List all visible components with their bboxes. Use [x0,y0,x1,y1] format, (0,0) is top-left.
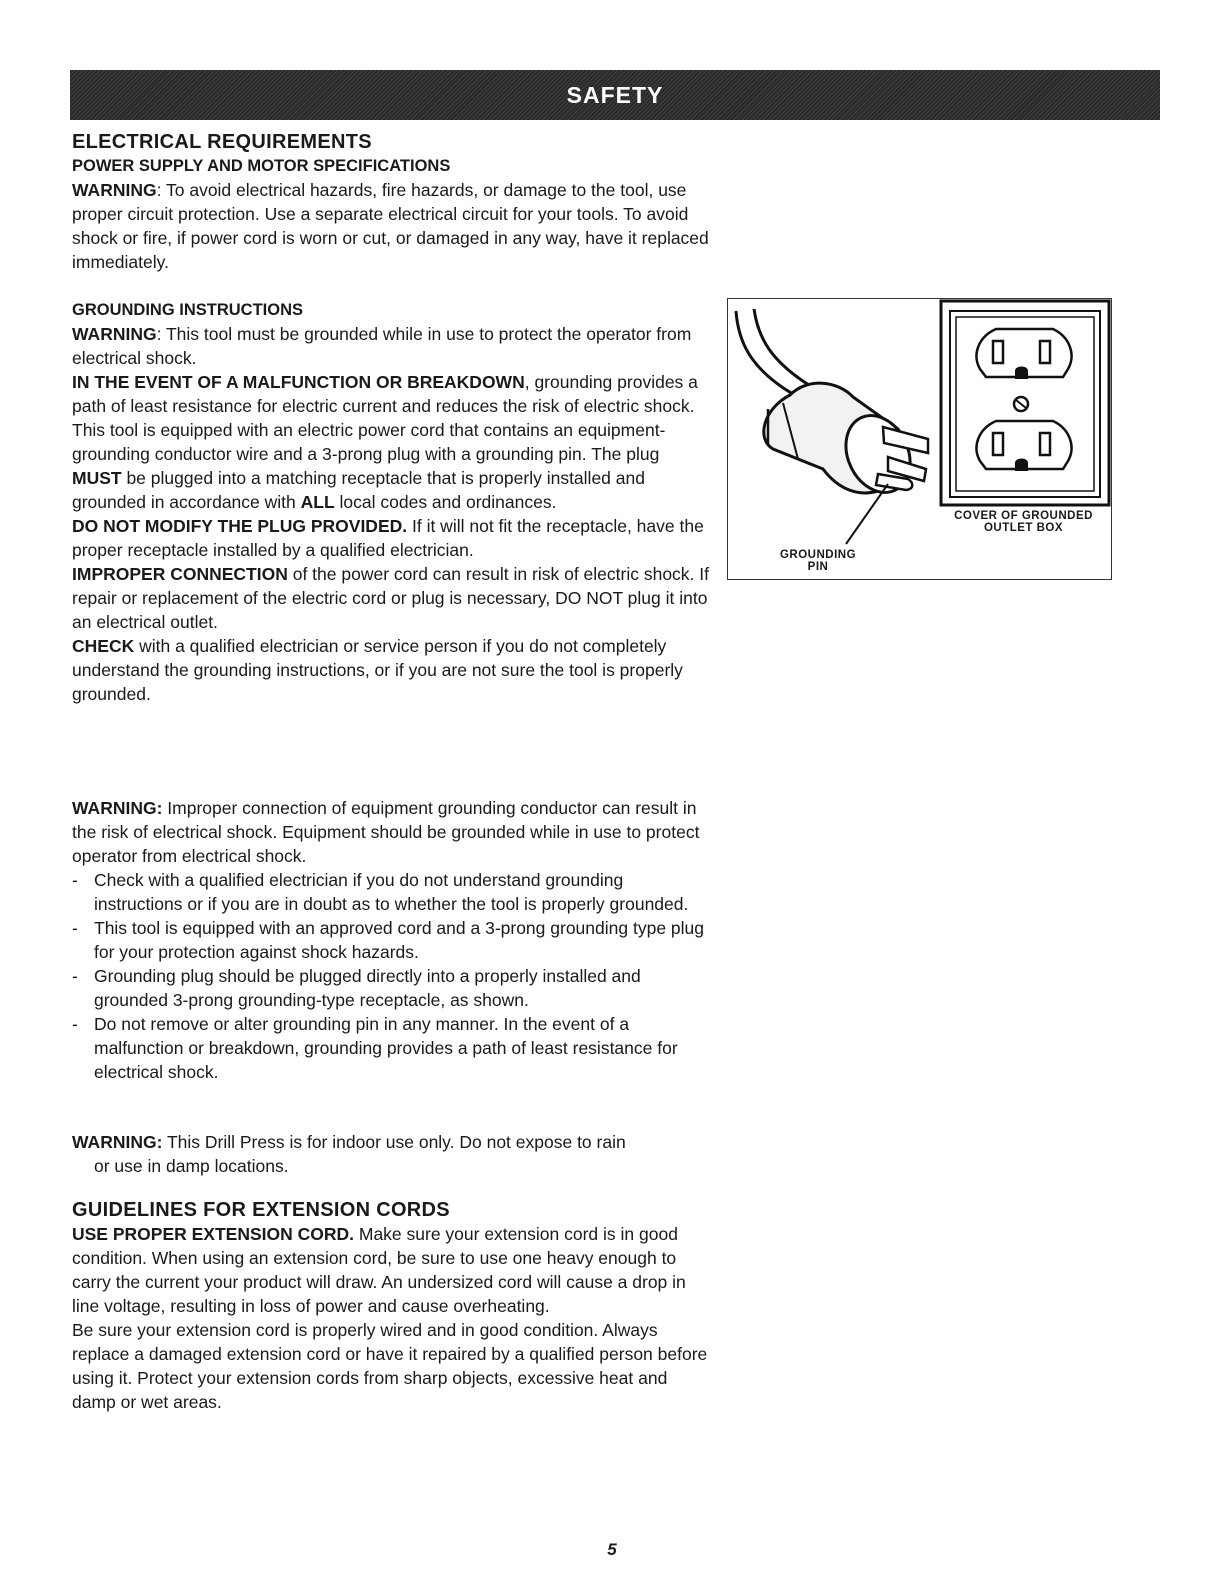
grounding-warning-paragraph [72,322,712,370]
list-item-text: Grounding plug should be plugged directly into a properly installed and grounded 3-prong grounding-type receptacle, as shown. [94,966,641,1010]
grounding-pin-label [758,549,878,573]
list-item [72,1012,712,1084]
list-dash: - [72,1014,78,1034]
warning-label: WARNING [72,324,157,344]
list-item-text: Check with a qualified electrician if you do not understand grounding instructions or if you are in doubt as to whether the tool is properly grounded. [94,870,689,914]
list-item [72,964,712,1012]
power-supply-heading: POWER SUPPLY AND MOTOR SPECIFICATIONS [72,157,451,175]
electrical-requirements-section [72,130,712,274]
list-item-text: This tool is equipped with an approved cord and a 3-prong grounding type plug for your protection against shock hazards. [94,918,704,962]
extension-heading: GUIDELINES FOR EXTENSION CORDS [72,1199,450,1221]
warning-text: : To avoid electrical hazards, fire hazards, or damage to the tool, use proper circuit protection. Use a separate electrical circuit for your tools. To avoid shock or fire, if power cord is worn or cut, or damaged in any way, have it replaced immediately. [72,180,709,272]
check-label: CHECK [72,636,135,656]
improper-paragraph [72,562,712,634]
proper-cord-text: Make sure your extension cord is in good condition. When using an extension cord, be sure to use one heavy enough to carry the current your product will draw. An undersized cord will cause a drop in line voltage, resulting in loss of power and cause overheating. [72,1224,686,1316]
malfunction-paragraph [72,370,712,514]
electrical-heading: ELECTRICAL REQUIREMENTS [72,131,372,153]
modify-label: DO NOT MODIFY THE PLUG PROVIDED. [72,516,408,536]
cord-condition-paragraph: Be sure your extension cord is properly wired and in good condition. Always replace a damaged extension cord or have it repaired by a qualified person before using it. Protect your extension cords from sharp objects, excessive heat and damp or wet areas. [72,1320,708,1412]
check-paragraph [72,634,712,706]
list-dash: - [72,918,78,938]
warning-label: WARNING: [72,798,163,818]
section-banner [70,70,1160,120]
outlet-box-label [936,510,1111,534]
indoor-warning-line: or use in damp locations. [94,1156,289,1176]
grounding-pin-label-line: PIN [807,561,829,573]
must-label: MUST [72,468,122,488]
grounding-heading: GROUNDING INSTRUCTIONS [72,301,303,319]
list-dash: - [72,870,78,890]
modify-paragraph [72,514,712,562]
grounding-section [72,298,712,706]
warning-label: WARNING: [72,1132,163,1152]
warning-text: This Drill Press is for indoor use only. Do not expose to rain [162,1132,626,1152]
power-warning-paragraph [72,178,712,274]
proper-cord-paragraph [72,1222,712,1318]
list-item-text: Do not remove or alter grounding pin in any manner. In the event of a malfunction or breakdown, grounding provides a path of least resistance for electrical shock. [94,1014,678,1082]
list-item [72,868,712,916]
modify-text: If it will not fit the receptacle, have the proper receptacle installed by a qualified electrician. [72,516,704,560]
plug-outlet-illustration [728,299,1111,579]
outlet-box-label-line: OUTLET BOX [983,522,1064,534]
warning-label: WARNING [72,180,157,200]
conductor-warning-section [72,796,712,1084]
all-label: ALL [300,492,335,512]
extension-cords-section [72,1198,712,1414]
indoor-warning-section [72,1130,732,1178]
improper-label: IMPROPER CONNECTION [72,564,288,584]
outlet-box-label-line: COVER OF GROUNDED [954,510,1093,522]
malfunction-text: be plugged into a matching receptacle that is properly installed and grounded in accordance with [72,468,645,512]
indoor-warning-line [72,1130,732,1154]
malfunction-label: IN THE EVENT OF A MALFUNCTION OR BREAKDOWN [72,372,525,392]
list-item [72,916,712,964]
page-number: 5 [607,1540,617,1559]
grounded-plug-figure [727,298,1112,580]
warning-text: Improper connection of equipment grounding conductor can result in the risk of electrical shock. Equipment should be grounded while in use to protect operator from electrical shock. [72,798,700,866]
proper-cord-label: USE PROPER EXTENSION CORD. [72,1224,354,1244]
improper-text: of the power cord can result in risk of electric shock. If repair or replacement of the electric cord or plug is necessary, DO NOT plug it into an electrical outlet. [72,564,710,632]
check-text: with a qualified electrician or service person if you do not completely understand the grounding instructions, or if you are not sure the tool is properly grounded. [72,636,683,704]
malfunction-text: , grounding provides a path of least resistance for electric current and reduces the risk of electric shock. This tool is equipped with an electric power cord that contains an equipment-grounding conductor wire and a 3-prong plug with a grounding pin. The plug [72,372,698,464]
warning-text: : This tool must be grounded while in use to protect the operator from electrical shock. [72,324,692,368]
conductor-warning-paragraph [72,796,712,868]
malfunction-text: local codes and ordinances. [334,492,557,512]
grounding-pin-label-line: GROUNDING [779,549,857,561]
section-title: SAFETY [566,81,664,108]
list-dash: - [72,966,78,986]
